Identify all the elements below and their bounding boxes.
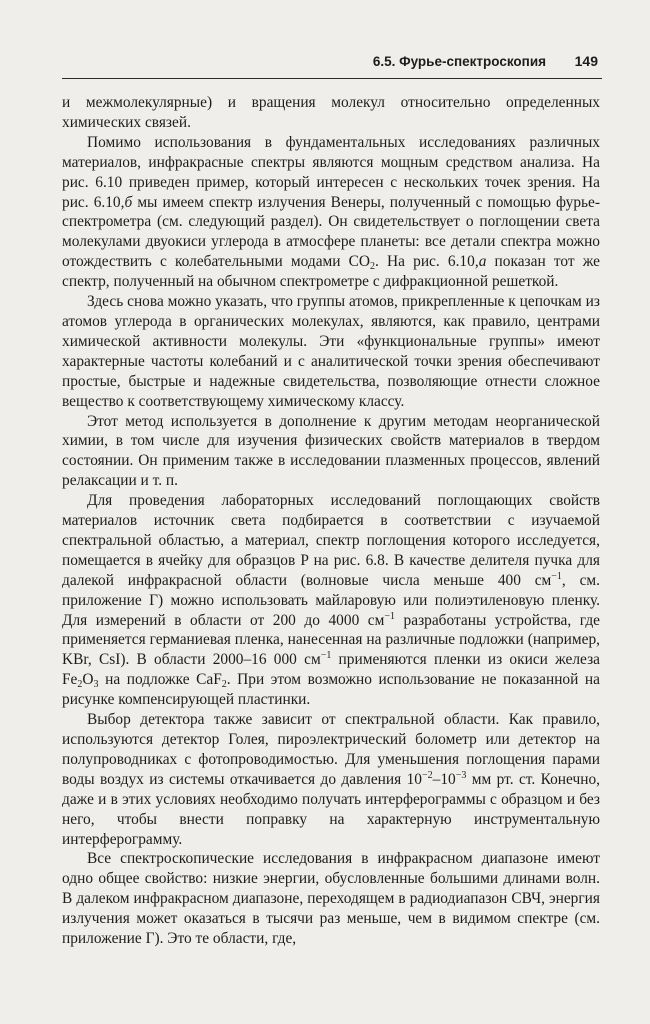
page-number: 149 xyxy=(574,53,598,69)
paragraph-4: Этот метод используется в дополнение к другим методам неорганической химии, в том числе для изучения физических свойств материалов в твердом состоянии. Он применим также в исследовании плазменных процессов, явлений релаксации и т. п. xyxy=(62,412,600,490)
paragraph-5: Для проведения лабораторных исследований поглощающих свойств материалов источник света подбирается в соответствии с изучаемой спектральной областью, а материал, спектр поглощения которого исследуется, помещается в ячейку для образцов P на рис. 6.8. В качестве делителя пучка для далекой инфракрасной области (волновые числа меньше 400 $см^{-1}$, см. приложение Г) можно использовать майларовую или полиэтиленовую пленку. Для измерений в области от 200 до 4000 $см^{-1}$ разработаны устройства, где применяется германиевая пленка, нанесенная на различные подложки (например, KBr, CsI). В области 2000–16 000 $см^{-1}$ применяются пленки из окиси железа $Fe_2O_3$ на подложке CaF$_2$. При этом возможно использование не показанной на рисунке компенсирующей пластинки. xyxy=(62,492,600,709)
section-title: 6.5. Фурье-спектроскопия xyxy=(372,54,546,69)
paragraph-2: Помимо использования в фундаментальных исследованиях различных материалов, инфракрасные спектры являются мощным средством анализа. На рис. 6.10 приведен пример, который интересен с нескольких точек зрения. На рис. 6.10,б мы имеем спектр излучения Венеры, полученный с помощью фурье-спектрометра (см. следующий раздел). Он свидетельствует о поглощении света молекулами двуокиси углерода в атмосфере планеты: все детали спектра можно отождествить с колебательными модами $CO_2$. На рис. 6.10,а показан тот же спектр, полученный на обычном спектрометре с дифракционной решеткой. xyxy=(62,133,601,291)
paragraph-6: Выбор детектора также зависит от спектральной области. Как правило, используются детектор Голея, пироэлектрический болометр или детектор на полупроводниках с фотопроводимостью. Для уменьшения поглощения парами воды воздух из системы откачивается до давления $10^{-2}-10^{-3}$ мм рт. ст. Конечно, даже и в этих условиях необходимо получать интерферограммы с образцом и без него, чтобы внести поправку на характерную инструментальную интерферограмму. xyxy=(62,711,600,848)
paragraph-1: и межмолекулярные) и вращения молекул относительно определенных химических связей. xyxy=(62,94,600,131)
paragraph-3: Здесь снова можно указать, что группы атомов, прикрепленные к цепочкам из атомов углерода в органических молекулах, являются, как правило, центрами химической активности молекулы. Эти «функциональные группы» имеют характерные частоты колебаний и с аналитической точки зрения обеспечивают простые, быстрые и надежные свидетельства, позволяющие отнести сложное вещество к соответствующему химическому классу. xyxy=(62,293,600,410)
running-header xyxy=(62,52,602,79)
paragraph-7: Все спектроскопические исследования в инфракрасном диапазоне имеют одно общее свойство: низкие энергии, обусловленные большими длинами волн. В далеком инфракрасном диапазоне, переходящем в радиодиапазон СВЧ, энергия излучения может оказаться в тысячи раз меньше, чем в видимом спектре (см. приложение Г). Это те области, где, xyxy=(62,850,600,948)
page-body xyxy=(62,93,600,949)
